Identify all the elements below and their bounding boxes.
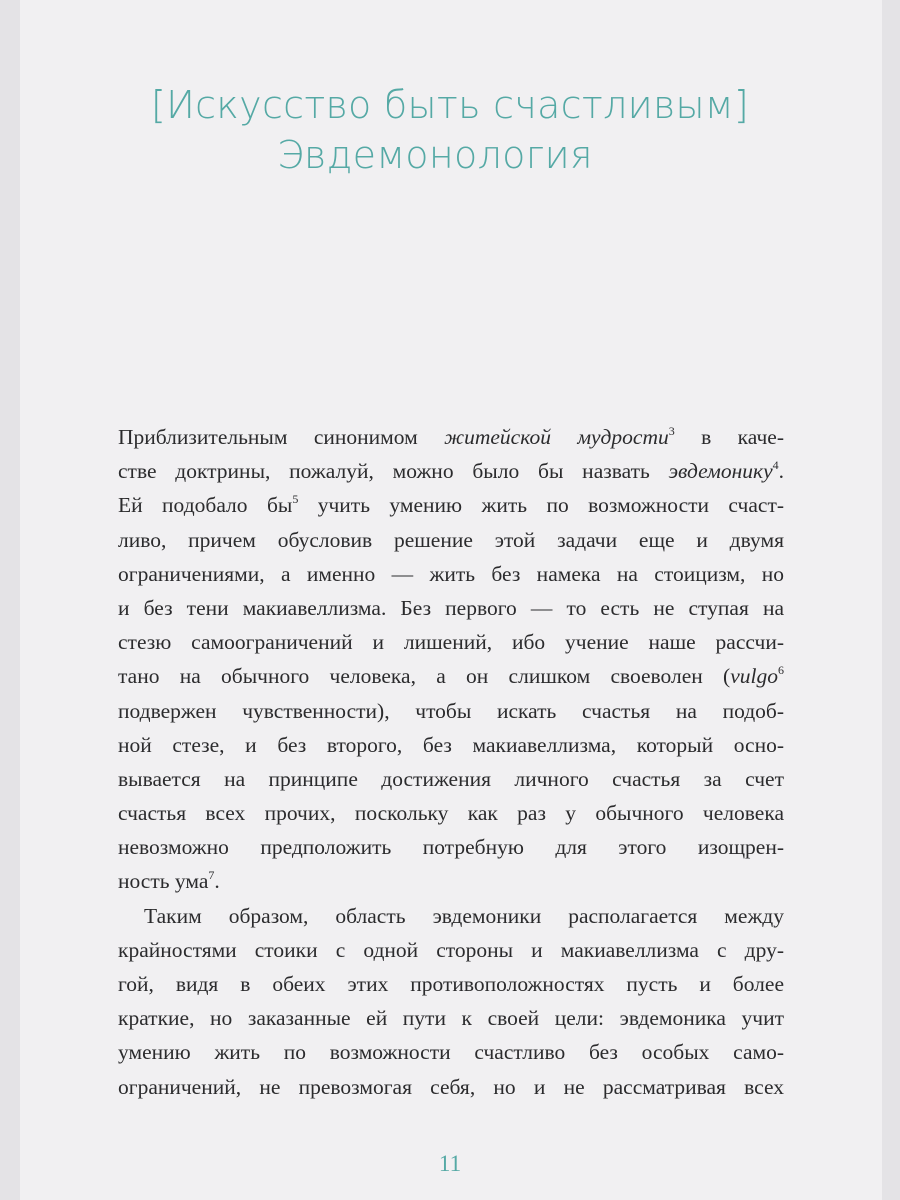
italic-term: vulgo bbox=[730, 664, 778, 689]
text-line: и без тени макиавеллизма. Без первого — то есть не ступая на bbox=[118, 595, 784, 620]
text-line: крайностями стоики с одной стороны и макиавеллизма с дру- bbox=[118, 937, 784, 962]
text-run: в каче- bbox=[674, 425, 784, 449]
text-line bbox=[118, 659, 784, 693]
text-line: краткие, но заказанные ей пути к своей цели: эвдемоника учит bbox=[118, 1006, 784, 1031]
chapter-heading-line-1: [Искусство быть счастливым] bbox=[151, 83, 749, 127]
text-run: ность ума bbox=[118, 869, 209, 894]
text-line: умению жить по возможности счастливо без особых само- bbox=[118, 1040, 784, 1065]
text-line bbox=[118, 488, 784, 522]
text-line: ной стезе, и без второго, без макиавеллизма, который осно- bbox=[118, 732, 784, 757]
text-line: счастья всех прочих, поскольку как раз у обычного человека bbox=[118, 801, 784, 826]
text-run: учить умению жить по возможности счаст- bbox=[298, 493, 784, 518]
italic-term: эвдемонику bbox=[668, 459, 773, 484]
text-run: тано на обычного человека, а он слишком своеволен ( bbox=[118, 664, 731, 689]
text-run: стве доктрины, пожалуй, можно было бы назвать bbox=[118, 459, 669, 484]
italic-term: житейской мудрости bbox=[444, 425, 669, 449]
text-line: вывается на принципе достижения личного счастья за счет bbox=[118, 766, 784, 791]
text-line: ограничениями, а именно — жить без намека на стоицизм, но bbox=[118, 561, 784, 586]
text-line: невозможно предположить потребную для этого изощрен- bbox=[118, 835, 784, 860]
body-text bbox=[118, 420, 784, 1104]
text-line: подвержен чувственности), чтобы искать счастья на подоб- bbox=[118, 698, 784, 723]
footnote-ref[interactable]: 5 bbox=[292, 492, 299, 507]
text-line: ограничений, не превозмогая себя, но и не рассматривая всех bbox=[118, 1074, 784, 1099]
footnote-ref[interactable]: 6 bbox=[778, 663, 784, 678]
footnote-ref[interactable]: 3 bbox=[668, 424, 675, 438]
text-run: Ей подобало бы bbox=[118, 493, 293, 518]
text-line bbox=[118, 420, 784, 454]
page-number: 11 bbox=[438, 1151, 462, 1176]
paragraph-1 bbox=[118, 420, 784, 899]
text-run: . bbox=[214, 869, 220, 894]
text-line: гой, видя в обеих этих противоположностях пусть и более bbox=[118, 972, 784, 996]
text-line: Таким образом, область эвдемоники располагается между bbox=[144, 903, 784, 928]
text-line bbox=[118, 864, 784, 898]
text-run: . bbox=[778, 459, 784, 484]
text-run: Приблизительным синонимом bbox=[118, 425, 445, 449]
chapter-heading-line-2: Эвдемонология bbox=[277, 133, 593, 177]
text-line: стезю самоограничений и лишений, ибо учение наше рассчи- bbox=[118, 630, 784, 655]
paragraph-2 bbox=[118, 899, 784, 1104]
text-line: ливо, причем обусловив решение этой задачи еще и двумя bbox=[118, 527, 784, 552]
footnote-ref[interactable]: 4 bbox=[772, 458, 779, 473]
footnote-ref[interactable]: 7 bbox=[208, 868, 215, 883]
text-line bbox=[118, 454, 784, 488]
chapter-heading bbox=[0, 80, 900, 180]
